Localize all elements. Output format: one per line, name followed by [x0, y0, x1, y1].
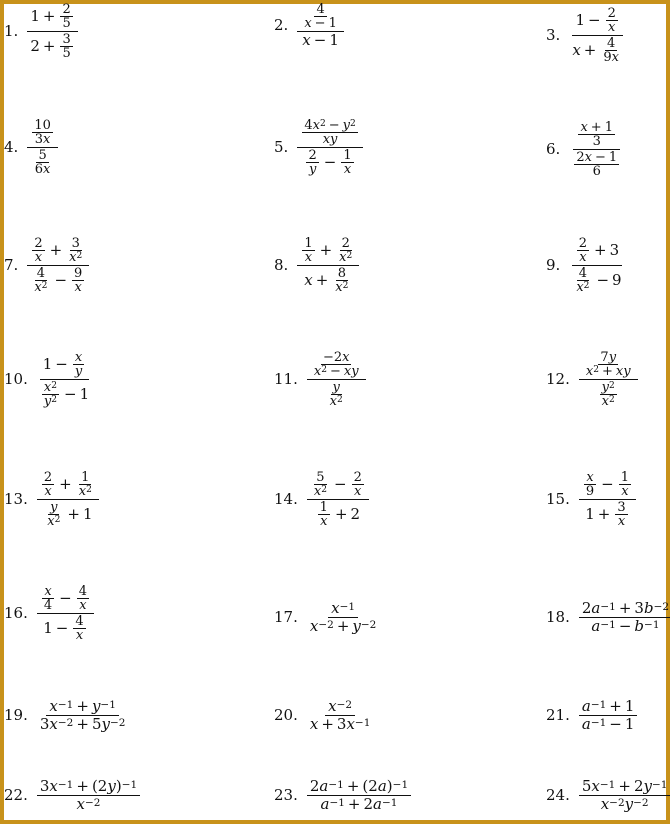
problem-10 — [4, 350, 94, 409]
complex-fraction: x $^{-1}$ x $^{-2}$ + y $^{-2}$ — [309, 599, 377, 635]
problem-number: 20. — [274, 706, 298, 724]
problem-number: 21. — [546, 706, 570, 724]
problem-number: 8. — [274, 256, 289, 274]
complex-fraction: x $^{-2}$ x + 3 x $^{-1}$ — [309, 697, 371, 733]
problem-22 — [4, 778, 142, 813]
problem-number: 18. — [546, 608, 570, 626]
problem-7 — [4, 236, 91, 295]
complex-fraction: 5 x $^{-1}$ + 2 y $^{-1}$ x $^{-2}$ y $^{-2}$ — [577, 778, 670, 813]
problem-1 — [4, 2, 80, 61]
problem-number: 4. — [4, 138, 19, 156]
complex-fraction: 2 a $^{-1}$ + 3 b $^{-2}$ a $^{-1}$ − b $^{-1}$ — [577, 600, 670, 635]
problem-9 — [546, 236, 627, 295]
problem-number: 7. — [4, 256, 19, 274]
problem-6 — [546, 120, 626, 179]
problem-number: 19. — [4, 706, 28, 724]
complex-fraction: x $^{-1}$ + y $^{-1}$ 3 x $^{-2}$ + 5 y $^{-2}$ — [39, 697, 126, 733]
problem-14 — [274, 470, 371, 529]
complex-fraction: 3 x $^{-1}$ + (2 y ) $^{-1}$ x $^{-2}$ — [35, 778, 142, 813]
complex-fraction: 4 x $^2$ − y $^2$ xy $\frac{2}{y}$ − $\frac{1}{x}$ — [295, 118, 364, 177]
problem-5 — [274, 118, 365, 177]
problem-number: 17. — [274, 608, 298, 626]
problem-number: 3. — [546, 26, 561, 44]
problem-23 — [274, 778, 413, 813]
complex-fraction: $\frac{1}{x}$ + 2 x $^2$ x + 8 x $^2$ — [295, 236, 361, 295]
complex-fraction: 4 x − 1 x − 1 — [295, 2, 346, 49]
complex-fraction: 10 3 x 5 6 x — [25, 118, 60, 177]
problem-20 — [274, 698, 375, 733]
complex-fraction: x + 1 3 2 x − 1 6 — [567, 120, 626, 179]
problem-number: 11. — [274, 370, 298, 388]
problem-number: 23. — [274, 786, 298, 804]
problem-number: 16. — [4, 604, 28, 622]
problem-number: 1. — [4, 22, 19, 40]
problem-17 — [274, 600, 381, 635]
problem-number: 12. — [546, 370, 570, 388]
problem-number: 2. — [274, 16, 289, 34]
complex-fraction: $\frac{2}{x}$ + 3 4 x $^2$ − 9 — [567, 236, 626, 295]
complex-fraction: 1 − $\frac{2}{x}$ x + 4 9 x — [567, 6, 628, 65]
problem-11 — [274, 350, 368, 409]
complex-fraction: $\frac{x}{9}$ − $\frac{1}{x}$ 1 + $\frac{3}{x}$ — [577, 470, 638, 529]
problem-4 — [4, 118, 60, 177]
complex-fraction: 2 a $^{-1}$ + (2 a ) $^{-1}$ a $^{-1}$ + 2 a $^{-1}$ — [305, 778, 413, 813]
problem-2 — [274, 2, 346, 49]
problem-24 — [546, 778, 670, 813]
problem-number: 24. — [546, 786, 570, 804]
complex-fraction: $\frac{x}{4}$ − $\frac{4}{x}$ 1 − $\frac{4}{x}$ — [35, 584, 96, 643]
problem-19 — [4, 698, 130, 733]
problem-15 — [546, 470, 638, 529]
complex-fraction: 5 x $^2$ − $\frac{2}{x}$ $\frac{1}{x}$ + 2 — [305, 470, 371, 529]
complex-fraction: −2 x x $^2$ − xy y x $^2$ — [305, 350, 368, 409]
complex-fraction: $\frac{2}{x}$ + 3 x $^2$ 4 x $^2$ − $\frac{9}{x}$ — [25, 236, 91, 295]
problem-number: 14. — [274, 490, 298, 508]
problem-number: 15. — [546, 490, 570, 508]
complex-fraction: $\frac{2}{x}$ + 1 x $^2$ y x $^2$ + 1 — [35, 470, 101, 529]
complex-fraction: a $^{-1}$ + 1 a $^{-1}$ − 1 — [577, 698, 640, 733]
problem-number: 9. — [546, 256, 561, 274]
problem-number: 13. — [4, 490, 28, 508]
problem-number: 10. — [4, 370, 28, 388]
problem-8 — [274, 236, 361, 295]
complex-fraction: 7 y x $^2$ + xy y $^2$ x $^2$ — [577, 350, 640, 409]
problem-13 — [4, 470, 101, 529]
problem-number: 5. — [274, 138, 289, 156]
problem-number: 22. — [4, 786, 28, 804]
problem-12 — [546, 350, 640, 409]
problem-number: 6. — [546, 140, 561, 158]
problem-21 — [546, 698, 639, 733]
problem-16 — [4, 584, 96, 643]
complex-fraction: 1 + $\frac{2}{5}$ 2 + $\frac{3}{5}$ — [25, 2, 79, 61]
complex-fraction: 1 − $\frac{x}{y}$ x $^2$ y $^2$ − 1 — [35, 350, 94, 409]
problem-3 — [546, 6, 628, 65]
problem-18 — [546, 600, 670, 635]
